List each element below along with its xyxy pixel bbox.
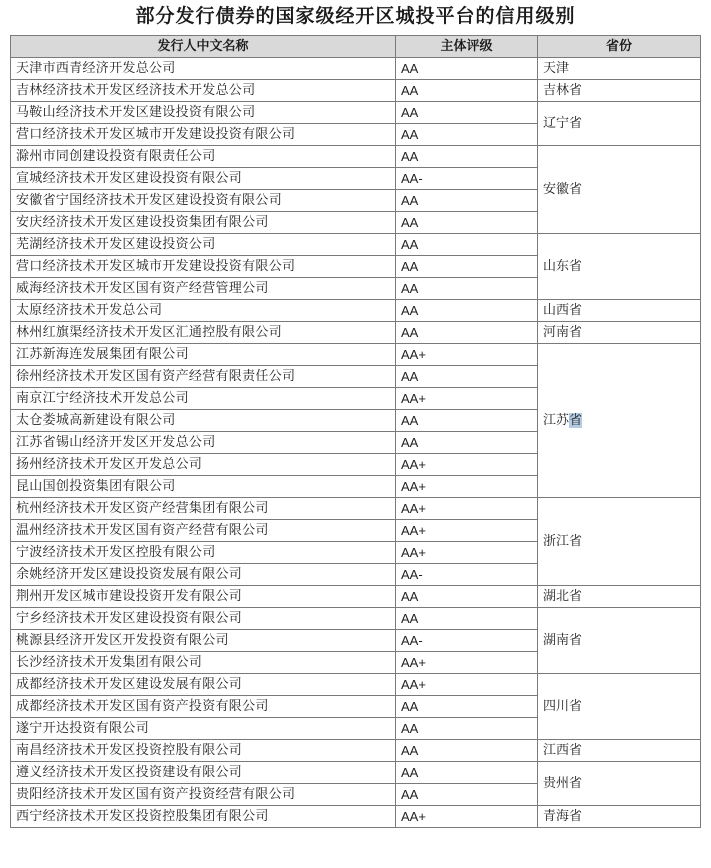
- province-cell: [538, 102, 701, 146]
- rating-cell: AA: [396, 784, 538, 806]
- province-label: 江苏: [543, 413, 570, 428]
- issuer-name-cell: 余姚经济开发区建设投资发展有限公司: [11, 564, 396, 586]
- issuer-name-cell: 西宁经济技术开发区投资控股集团有限公司: [11, 806, 396, 828]
- issuer-name-cell: 江苏省锡山经济开发区开发总公司: [11, 432, 396, 454]
- rating-cell: AA: [396, 212, 538, 234]
- rating-cell: AA: [396, 586, 538, 608]
- province-label: 辽宁省: [543, 116, 583, 131]
- issuer-name-cell: 马鞍山经济技术开发区建设投资有限公司: [11, 102, 396, 124]
- province-label: 贵州省: [543, 776, 583, 791]
- issuer-name-cell: 威海经济技术开发区国有资产经营管理公司: [11, 278, 396, 300]
- rating-cell: AA+: [396, 806, 538, 828]
- province-label: 安徽省: [543, 182, 583, 197]
- rating-cell: AA+: [396, 520, 538, 542]
- province-label: 河南省: [543, 325, 583, 340]
- province-label: 青海省: [543, 809, 583, 824]
- rating-cell: AA: [396, 366, 538, 388]
- issuer-name-cell: 徐州经济技术开发区国有资产经营有限责任公司: [11, 366, 396, 388]
- rating-cell: AA: [396, 124, 538, 146]
- issuer-name-cell: 扬州经济技术开发区开发总公司: [11, 454, 396, 476]
- rating-cell: AA+: [396, 542, 538, 564]
- province-cell: [538, 322, 701, 344]
- province-cell: [538, 146, 701, 234]
- table-row: [11, 608, 701, 630]
- rating-cell: AA+: [396, 344, 538, 366]
- province-cell: [538, 762, 701, 806]
- province-cell: [538, 608, 701, 674]
- table-row: [11, 80, 701, 102]
- issuer-name-cell: 杭州经济技术开发区资产经营集团有限公司: [11, 498, 396, 520]
- issuer-name-cell: 成都经济技术开发区国有资产投资有限公司: [11, 696, 396, 718]
- table-row: [11, 674, 701, 696]
- table-header-row: [11, 36, 701, 58]
- issuer-name-cell: 太仓娄城高新建设有限公司: [11, 410, 396, 432]
- issuer-name-cell: 荆州开发区城市建设投资开发有限公司: [11, 586, 396, 608]
- column-header-rating: 主体评级: [396, 36, 538, 58]
- rating-cell: AA: [396, 696, 538, 718]
- issuer-name-cell: 遵义经济技术开发区投资建设有限公司: [11, 762, 396, 784]
- column-header-issuer-name: 发行人中文名称: [11, 36, 396, 58]
- table-row: [11, 322, 701, 344]
- province-label: 山东省: [543, 259, 583, 274]
- province-label: 四川省: [543, 699, 583, 714]
- issuer-name-cell: 宣城经济技术开发区建设投资有限公司: [11, 168, 396, 190]
- issuer-name-cell: 成都经济技术开发区建设发展有限公司: [11, 674, 396, 696]
- issuer-name-cell: 昆山国创投资集团有限公司: [11, 476, 396, 498]
- province-label: 湖南省: [543, 633, 583, 648]
- issuer-name-cell: 贵阳经济技术开发区国有资产投资经营有限公司: [11, 784, 396, 806]
- province-cell: [538, 674, 701, 740]
- rating-cell: AA: [396, 256, 538, 278]
- table-row: [11, 344, 701, 366]
- table-row: [11, 740, 701, 762]
- rating-cell: AA: [396, 718, 538, 740]
- province-cell: [538, 80, 701, 102]
- rating-cell: AA: [396, 762, 538, 784]
- issuer-name-cell: 林州红旗渠经济技术开发区汇通控股有限公司: [11, 322, 396, 344]
- rating-cell: AA+: [396, 454, 538, 476]
- rating-cell: AA: [396, 300, 538, 322]
- table-row: [11, 102, 701, 124]
- issuer-name-cell: 安徽省宁国经济技术开发区建设投资有限公司: [11, 190, 396, 212]
- issuer-name-cell: 温州经济技术开发区国有资产经营有限公司: [11, 520, 396, 542]
- rating-cell: AA: [396, 58, 538, 80]
- issuer-name-cell: 安庆经济技术开发区建设投资集团有限公司: [11, 212, 396, 234]
- rating-cell: AA: [396, 146, 538, 168]
- table-row: [11, 300, 701, 322]
- table-row: [11, 806, 701, 828]
- issuer-name-cell: 宁乡经济技术开发区建设投资有限公司: [11, 608, 396, 630]
- province-cell: [538, 586, 701, 608]
- issuer-name-cell: 滁州市同创建设投资有限责任公司: [11, 146, 396, 168]
- rating-cell: AA+: [396, 652, 538, 674]
- issuer-name-cell: 天津市西青经济开发总公司: [11, 58, 396, 80]
- table-row: [11, 58, 701, 80]
- province-label: 山西省: [543, 303, 583, 318]
- rating-cell: AA: [396, 80, 538, 102]
- issuer-name-cell: 吉林经济技术开发区经济技术开发总公司: [11, 80, 396, 102]
- rating-cell: AA: [396, 234, 538, 256]
- rating-cell: AA+: [396, 674, 538, 696]
- province-label: 浙江省: [543, 534, 583, 549]
- rating-cell: AA: [396, 190, 538, 212]
- issuer-name-cell: 芜湖经济技术开发区建设投资公司: [11, 234, 396, 256]
- province-highlighted-text: 省: [569, 413, 583, 428]
- rating-cell: AA+: [396, 498, 538, 520]
- credit-rating-table: [10, 35, 701, 828]
- province-cell: [538, 300, 701, 322]
- table-row: [11, 762, 701, 784]
- province-cell: [538, 58, 701, 80]
- rating-cell: AA: [396, 278, 538, 300]
- page-title: 部分发行债券的国家级经开区城投平台的信用级别: [135, 5, 576, 27]
- issuer-name-cell: 南京江宁经济技术开发总公司: [11, 388, 396, 410]
- rating-cell: AA-: [396, 168, 538, 190]
- issuer-name-cell: 江苏新海连发展集团有限公司: [11, 344, 396, 366]
- rating-cell: AA: [396, 432, 538, 454]
- province-label: 江西省: [543, 743, 583, 758]
- rating-cell: AA-: [396, 564, 538, 586]
- issuer-name-cell: 南昌经济技术开发区投资控股有限公司: [11, 740, 396, 762]
- rating-cell: AA: [396, 740, 538, 762]
- province-cell: [538, 234, 701, 300]
- rating-cell: AA+: [396, 476, 538, 498]
- province-label: 湖北省: [543, 589, 583, 604]
- issuer-name-cell: 营口经济技术开发区城市开发建设投资有限公司: [11, 256, 396, 278]
- rating-cell: AA: [396, 410, 538, 432]
- issuer-name-cell: 长沙经济技术开发集团有限公司: [11, 652, 396, 674]
- rating-cell: AA: [396, 102, 538, 124]
- province-cell: [538, 498, 701, 586]
- issuer-name-cell: 遂宁开达投资有限公司: [11, 718, 396, 740]
- issuer-name-cell: 太原经济技术开发总公司: [11, 300, 396, 322]
- column-header-province: 省份: [538, 36, 701, 58]
- table-row: [11, 498, 701, 520]
- table-row: [11, 586, 701, 608]
- issuer-name-cell: 宁波经济技术开发区控股有限公司: [11, 542, 396, 564]
- province-cell: [538, 740, 701, 762]
- rating-cell: AA-: [396, 630, 538, 652]
- table-row: [11, 234, 701, 256]
- rating-cell: AA+: [396, 388, 538, 410]
- province-label: 吉林省: [543, 83, 583, 98]
- province-cell: [538, 344, 701, 498]
- rating-cell: AA: [396, 322, 538, 344]
- issuer-name-cell: 桃源县经济开发区开发投资有限公司: [11, 630, 396, 652]
- province-cell: [538, 806, 701, 828]
- issuer-name-cell: 营口经济技术开发区城市开发建设投资有限公司: [11, 124, 396, 146]
- table-row: [11, 146, 701, 168]
- province-label: 天津: [543, 61, 570, 76]
- table-body: [11, 58, 701, 828]
- rating-cell: AA: [396, 608, 538, 630]
